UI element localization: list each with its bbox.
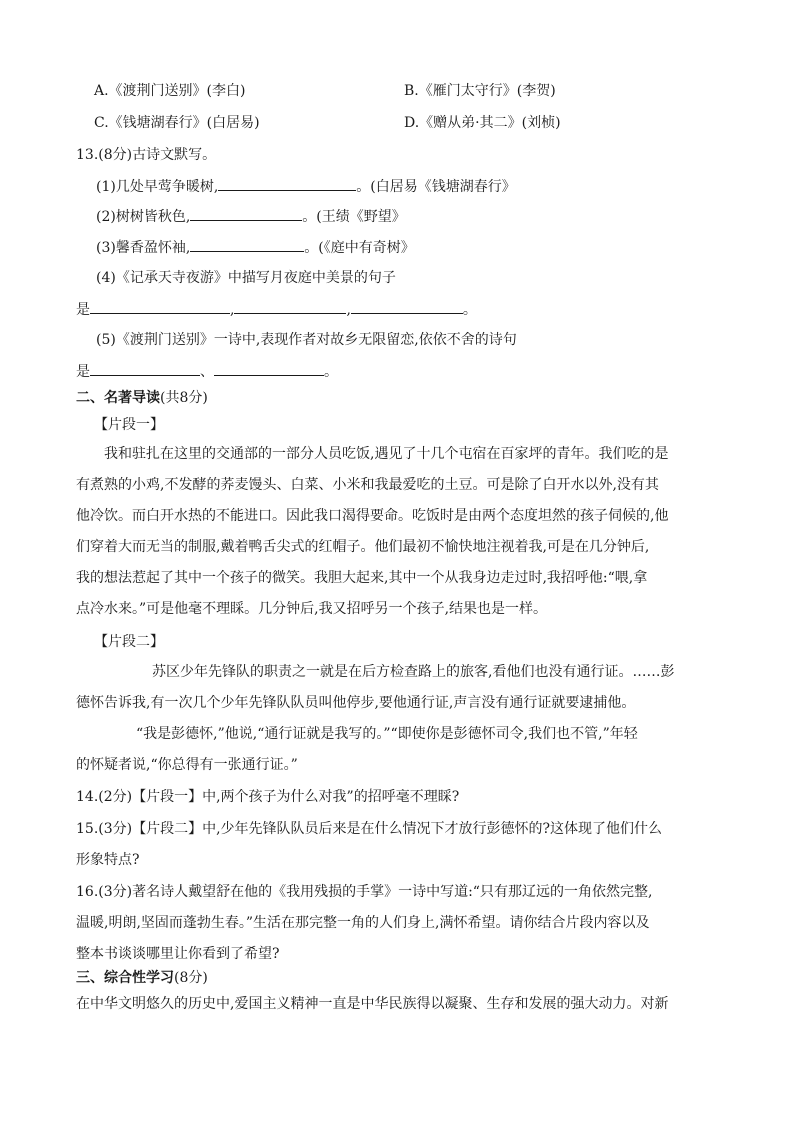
section-3-text: 在中华文明悠久的历史中,爱国主义精神一直是中华民族得以凝聚、生存和发展的强大动力。对新 bbox=[76, 996, 669, 1012]
question-15: 15.(3分)【片段二】中,少年先锋队队员后来是在什么情况下才放行彭德怀的?这体现了他们什么 形象特点? bbox=[76, 821, 663, 868]
option-c: C.《钱塘湖春行》(白居易) bbox=[94, 115, 260, 131]
fragment-2-label: 【片段二】 bbox=[94, 634, 164, 650]
answer-blank[interactable] bbox=[190, 237, 304, 252]
question-14: 14.(2分)【片段一】中,两个孩子为什么对我”的招呼毫不理睬? bbox=[76, 789, 460, 805]
answer-blank[interactable] bbox=[234, 299, 346, 314]
answer-blank[interactable] bbox=[214, 361, 324, 376]
answer-blank[interactable] bbox=[190, 206, 302, 221]
question-16: 16.(3分)著名诗人戴望舒在他的《我用残损的手掌》一诗中写道:“只有那辽远的一角依然完整, 温暖,明朗,坚固而蓬勃生春。”生活在那完整一角的人们身上,满怀希望。请你结合片段内容以及 整本书谈谈哪里让你看到了希望? bbox=[76, 884, 653, 962]
fragment-1-text: 我和驻扎在这里的交通部的一部分人员吃饭,遇见了十几个屯宿在百家坪的青年。我们吃的是 有煮熟的小鸡,不发酵的荞麦馒头、白菜、小米和我最爱吃的土豆。可是除了白开水以外,没有其 他冷饮。而白开水热的不能进口。因此我口渴得要命。吃饭时是由两个态度坦然的孩子伺候的,他 们穿着大而无当的制服,戴着鸭舌尖式的红帽子。他们最初不愉快地注视着我,可是在几分钟后, 我的想法惹起了其中一个孩子的微笑。我胆大起来,其中一个从我身边走过时,我招呼他:“喂,拿 点冷水来。”可是他毫不理睬。几分钟后,我又招呼另一个孩子,结果也是一样。 bbox=[76, 446, 669, 617]
section-2-heading: 二、名著导读(共8分) bbox=[76, 390, 208, 406]
answer-blank[interactable] bbox=[351, 299, 463, 314]
q13-title: 13.(8分)古诗文默写。 bbox=[76, 147, 217, 163]
option-a: A.《渡荆门送别》(李白) bbox=[94, 83, 246, 99]
q13-line-4: (4)《记承天寺夜游》中描写月夜庭中美景的句子 bbox=[96, 270, 396, 286]
option-b: B.《雁门太守行》(李贺) bbox=[404, 83, 556, 99]
answer-blank[interactable] bbox=[218, 176, 356, 191]
answer-blank[interactable] bbox=[90, 361, 200, 376]
fragment-1-label: 【片段一】 bbox=[94, 417, 164, 433]
answer-blank[interactable] bbox=[90, 299, 230, 314]
q13-line-2: (2)树树皆秋色, 。(王绩《野望》 bbox=[96, 206, 406, 227]
q13-line-5: (5)《渡荆门送别》一诗中,表现作者对故乡无限留恋,依依不舍的诗句 bbox=[96, 332, 517, 348]
fragment-2-text: 苏区少年先锋队的职责之一就是在后方检查路上的旅客,看他们也没有通行证。……彭 德怀告诉我,有一次几个少年先锋队队员叫他停步,要他通行证,声言没有通行证就要逮捕他。 “我是彭德怀,”他说,“通行证就是我写的。”“即使你是彭德怀司令,我们也不管,”年轻 的怀疑者说,“你总得有一张通行证。” bbox=[76, 664, 675, 773]
q13-line-5b: 是 、 。 bbox=[76, 361, 338, 382]
q13-line-4b: 是 , , 。 bbox=[76, 299, 477, 320]
q13-line-3: (3)馨香盈怀袖, 。(《庭中有奇树》 bbox=[96, 237, 415, 258]
section-3-heading: 三、综合性学习(8分) bbox=[76, 970, 208, 986]
option-d: D.《赠从弟·其二》(刘桢) bbox=[404, 115, 561, 131]
q13-line-1: (1)几处早莺争暖树, 。(白居易《钱塘湖春行》 bbox=[96, 176, 516, 197]
